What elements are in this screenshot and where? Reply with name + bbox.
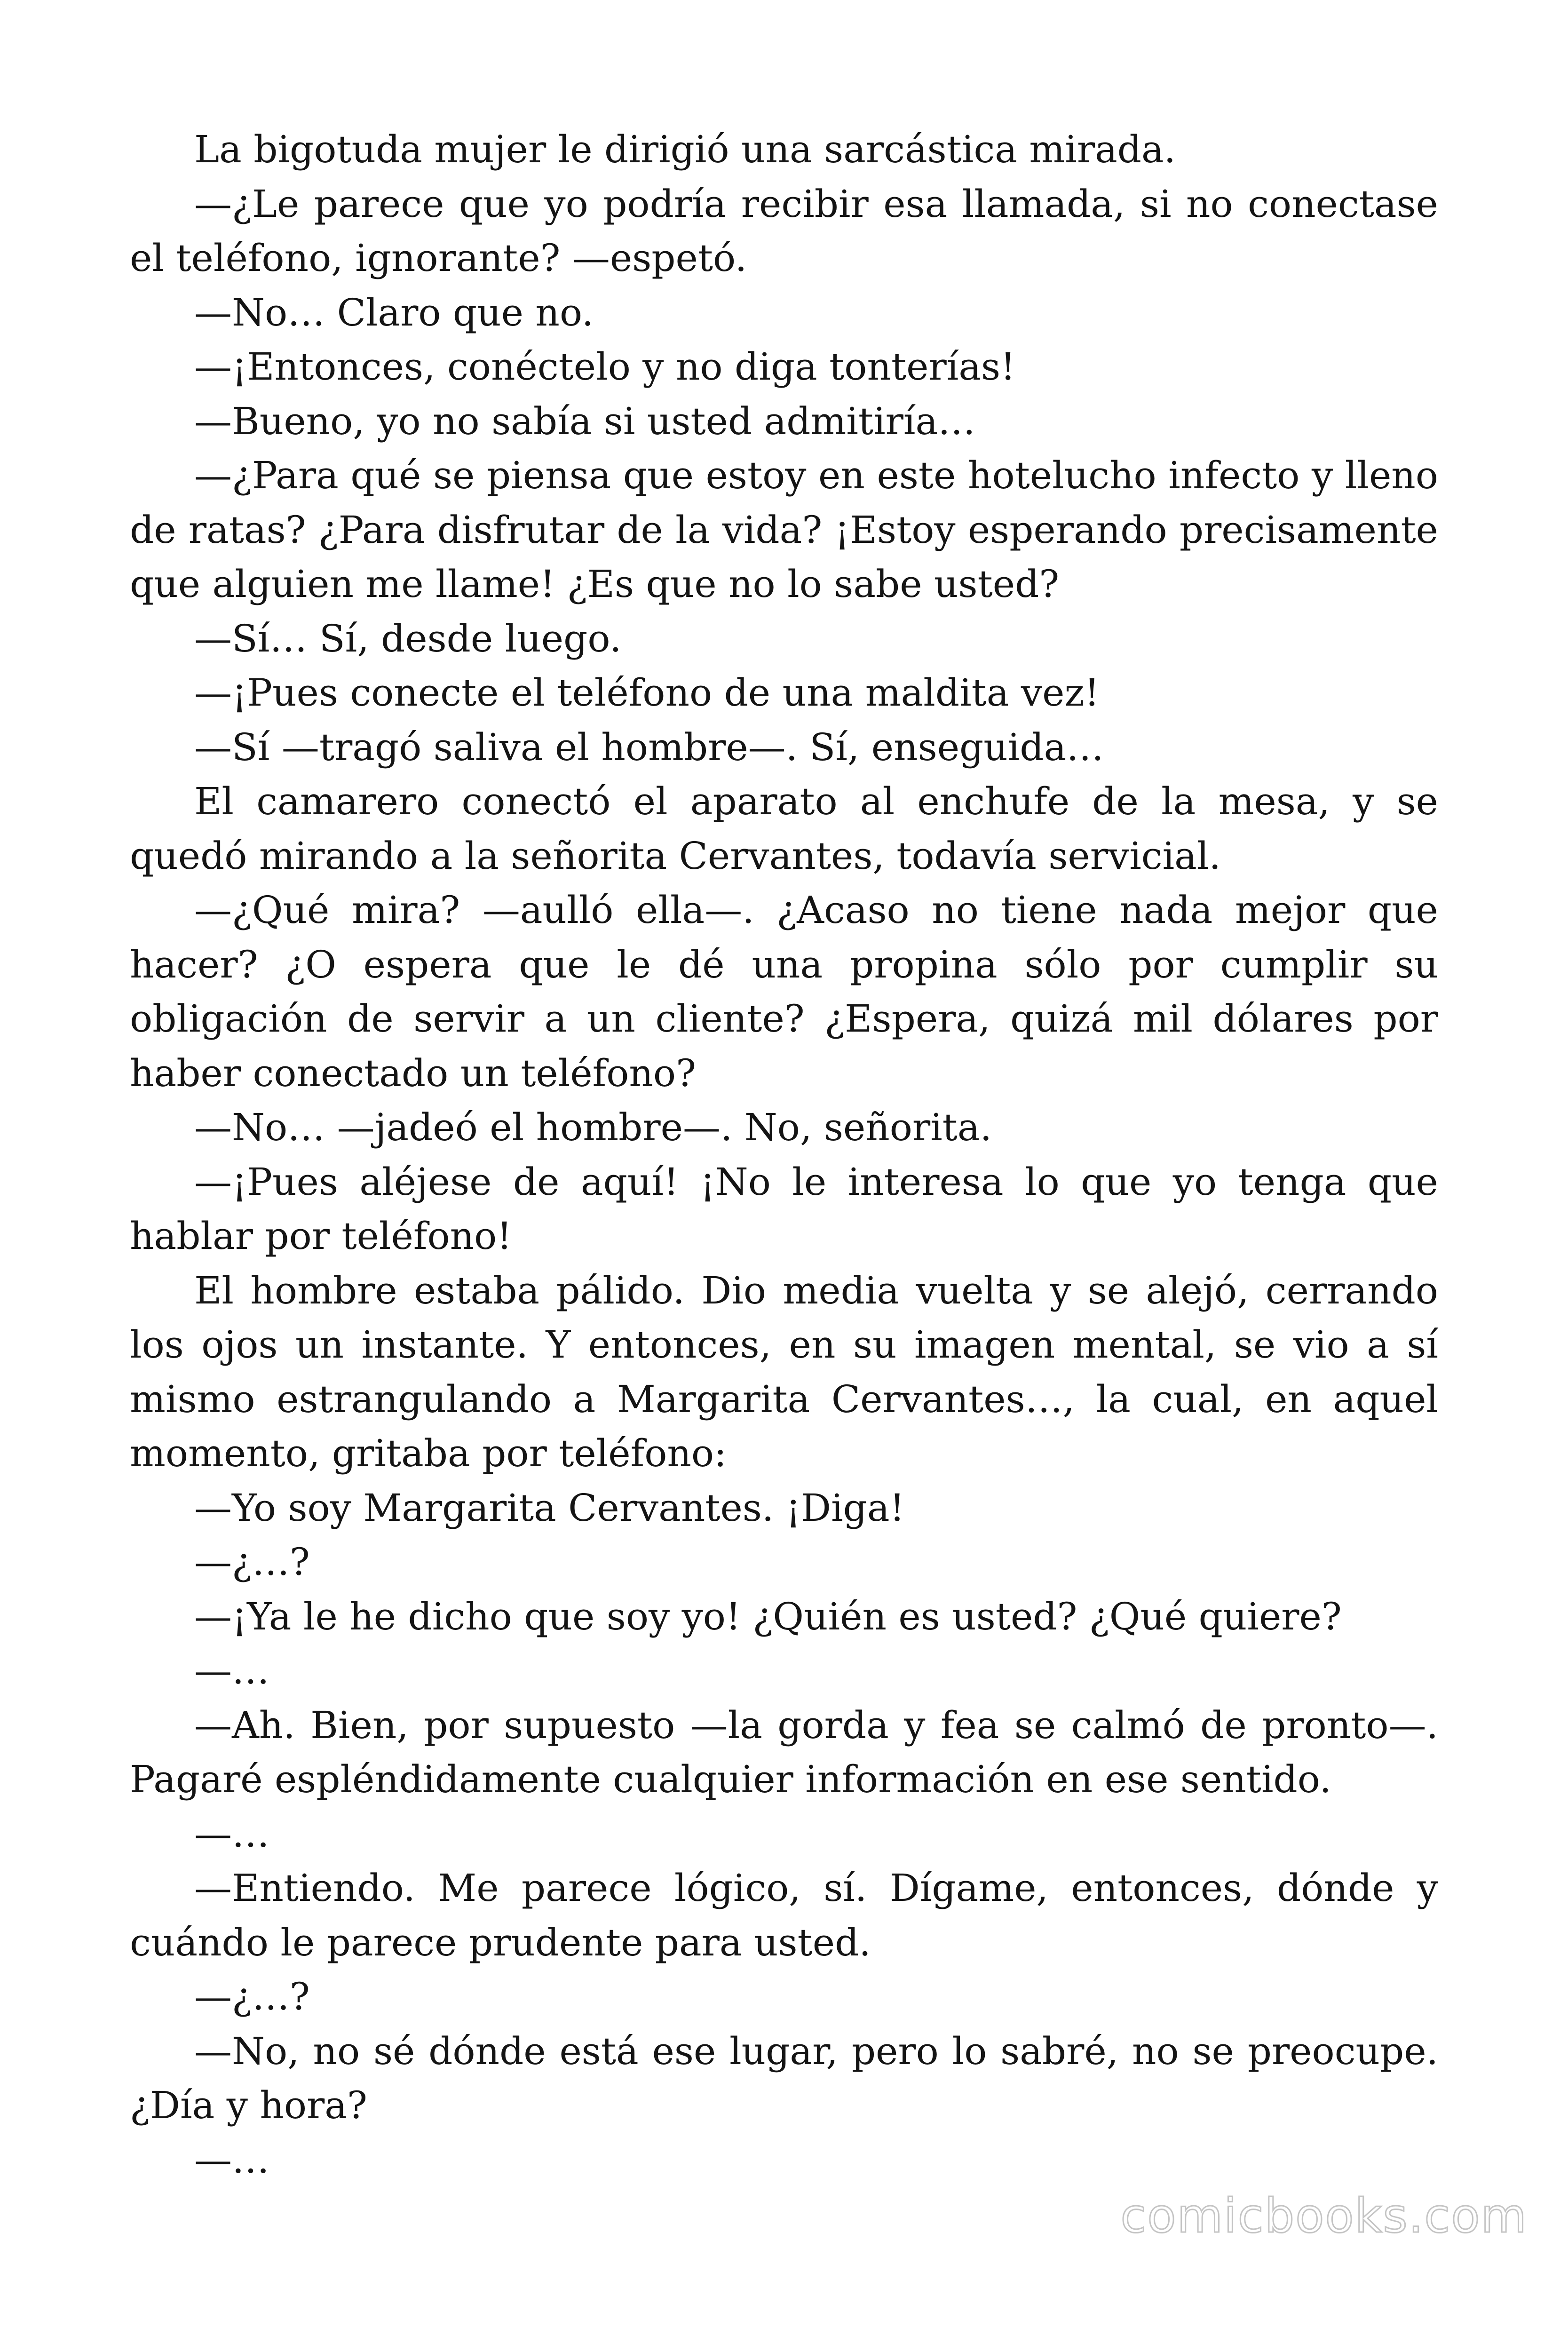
- page-body: [130, 122, 1438, 2187]
- paragraph: —¡Pues conecte el teléfono de una maldita vez!: [194, 671, 1100, 715]
- paragraph: —¡Pues aléjese de aquí! ¡No le interesa lo que yo tenga que hablar por teléfono!: [130, 1160, 1438, 1258]
- paragraph: —¡Ya le he dicho que soy yo! ¿Quién es usted? ¿Qué quiere?: [194, 1594, 1342, 1638]
- paragraph: —No, no sé dónde está ese lugar, pero lo sabré, no se preocupe. ¿Día y hora?: [130, 2029, 1438, 2127]
- paragraph: —No… Claro que no.: [194, 290, 594, 334]
- paragraph: —…: [194, 2137, 269, 2182]
- paragraph: —¿Para qué se piensa que estoy en este hotelucho infecto y lleno de ratas? ¿Para disfrutar de la vida? ¡Estoy esperando precisamente que alguien me llame! ¿Es que no lo sabe usted?: [130, 453, 1438, 606]
- paragraph: —Entiendo. Me parece lógico, sí. Dígame, entonces, dónde y cuándo le parece prudente para usted.: [130, 1866, 1438, 1964]
- paragraph: El hombre estaba pálido. Dio media vuelta y se alejó, cerrando los ojos un instante. Y entonces, en su imagen mental, se vio a sí mismo estrangulando a Margarita Cervantes…, la cual, en aquel momento, gritaba por teléfono:: [130, 1268, 1438, 1475]
- watermark: comicbooks.com: [1120, 2188, 1528, 2243]
- paragraph: —Ah. Bien, por supuesto —la gorda y fea se calmó de pronto—. Pagaré espléndidamente cualquier información en ese sentido.: [130, 1703, 1438, 1801]
- paragraph: —¿Le parece que yo podría recibir esa llamada, si no conectase el teléfono, ignorante? —espetó.: [130, 182, 1438, 280]
- paragraph: La bigotuda mujer le dirigió una sarcástica mirada.: [194, 127, 1176, 171]
- paragraph: —Bueno, yo no sabía si usted admitiría…: [194, 399, 976, 443]
- paragraph: —¿…?: [194, 1540, 310, 1584]
- paragraph: —¡Entonces, conéctelo y no diga tonterías!: [194, 345, 1016, 389]
- paragraph: —…: [194, 1649, 269, 1692]
- paragraph: —Sí —tragó saliva el hombre—. Sí, enseguida…: [194, 725, 1104, 769]
- paragraph: —No… —jadeó el hombre—. No, señorita.: [194, 1105, 992, 1149]
- paragraph: —Yo soy Margarita Cervantes. ¡Diga!: [194, 1486, 905, 1530]
- paragraph: —¿…?: [194, 1975, 310, 2018]
- paragraph: El camarero conectó el aparato al enchufe de la mesa, y se quedó mirando a la señorita Cervantes, todavía servicial.: [130, 779, 1438, 878]
- paragraph: —…: [194, 1812, 269, 1856]
- paragraph: —¿Qué mira? —aulló ella—. ¿Acaso no tiene nada mejor que hacer? ¿O espera que le dé una propina sólo por cumplir su obligación de servir a un cliente? ¿Espera, quizá mil dólares por haber conectado un teléfono?: [130, 888, 1438, 1095]
- paragraph: —Sí… Sí, desde luego.: [194, 616, 622, 660]
